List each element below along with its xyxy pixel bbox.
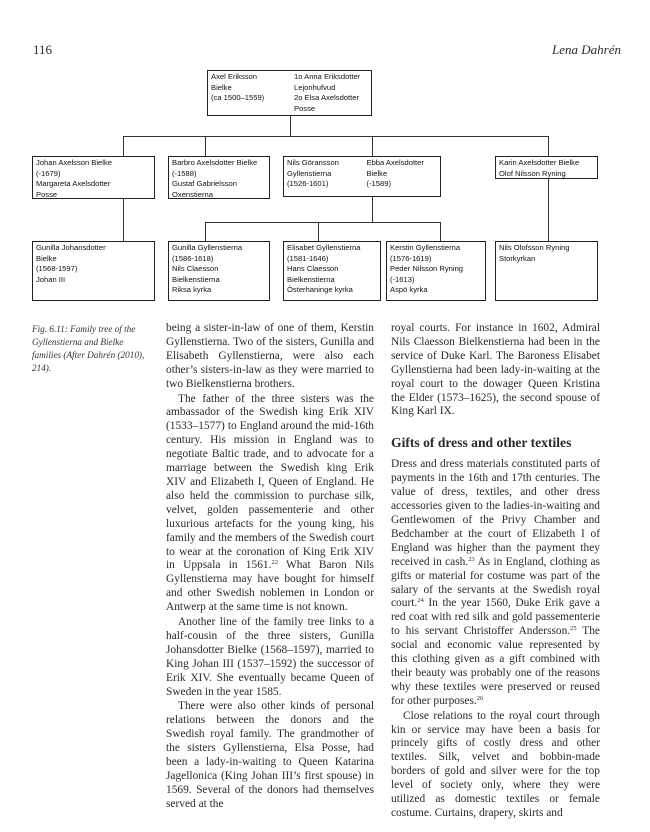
tree-line: Johan Axelsson Bielke [36,158,112,167]
tree-line: (1526-1601) [287,179,329,188]
tree-line: Axel Eriksson [211,72,258,81]
tree-connector [440,222,441,241]
tree-line: Gustaf Gabrielsson [172,179,237,188]
tree-connector [123,198,124,241]
tree-line: Johan III [36,274,66,284]
paragraph [166,393,374,616]
tree-connector [548,178,549,241]
tree-connector [205,136,206,156]
tree-connector [318,222,319,241]
tree-line: Barbro Axelsdotter Bielke [172,158,258,167]
tree-box-gunilla-johansdotter-bielke [32,241,155,301]
tree-line: Gyllenstierna [287,168,332,178]
tree-connector [205,222,206,241]
text-column-middle [166,322,374,812]
tree-line: Oxenstierna [172,189,213,199]
tree-line: Riksa kyrka [172,285,212,294]
tree-line: (-1613) [390,274,415,284]
tree-line: (1586-1618) [172,253,214,263]
footnote-ref: 24 [417,597,424,605]
tree-line: Peder Nilsson Ryning [390,264,464,273]
tree-line: Nils Claesson [172,264,219,273]
tree-line: Bielkenstierna [287,274,335,284]
footnote-ref: 25 [570,625,577,633]
paragraph: Close relations to the royal court through kin or service may have been a basis for princely gifts of costly dress and other textiles. Silk, velvet and bobbin-made borders of gold and silver were for the top level of society only, where they were utilized as domestic textiles or female costume. Curtains, drapery, skirts and [391,709,600,819]
tree-line: Gunilla Johansdotter [36,243,106,252]
paragraph-text: The social and economic value represented by this clothing given as a gift combined with their beauty was probably one of the reasons why these textiles were preserved or reused for other purposes. [391,625,600,707]
tree-box-nils-olofsson-ryning [495,241,598,301]
tree-line: Bielke [36,253,57,263]
paragraph: There were also other kinds of personal relations between the donors and the Swedish royal family. The grandmother of the sisters Gyllenstierna, Elsa Posse, had been a lady-in-waiting to Queen Katarina Jagellonica (King Johan III’s first spouse) in 1569. Several of the donors had themselves served at the [166,700,374,810]
tree-line: Hans Claesson [287,264,339,273]
tree-line: Nils Göransson [287,158,339,167]
tree-box-elisabet-gyllenstierna [283,241,381,301]
tree-connector [123,136,549,137]
tree-line: 1o Anna Eriksdotter [294,72,361,81]
tree-line: (1568-1597) [36,264,78,273]
tree-line: Bielkenstierna [172,274,220,284]
tree-box-nils-goransson-gyllenstierna [283,156,441,197]
tree-line: Aspö kyrka [390,285,428,294]
tree-line: Elisabet Gyllenstierna [287,243,361,252]
tree-line: Gunilla Gyllenstierna [172,243,243,252]
footnote-ref: 26 [476,694,484,702]
tree-line: (ca 1500–1559) [211,93,265,102]
paragraph: being a sister-in-law of one of them, Kerstin Gyllenstierna. Two of the sisters, Gunilla and Elisabeth Gyllenstierna, were also each other’s sisters-in-law as they were married to two Bielkenstierna brothers. [166,322,374,390]
tree-box-karin-axelsdotter-bielke [495,156,598,179]
family-tree-figure [0,0,650,310]
paragraph-text: In the year 1560, Duke Erik gave a red coat with red silk and gold passementerie to his servant Christoffer Andersson. [391,597,600,638]
paragraph: royal courts. For instance in 1602, Admiral Nils Claesson Bielkenstierna had been in the service of Duke Karl. The Baroness Elisabet Gyllenstierna had been lady-in-waiting at the royal court to the dowager Queen Kristina the Elder (1573–1625), the second spouse of King Karl IX. [391,322,600,418]
paragraph [391,458,600,708]
tree-line: Karin Axelsdotter Bielke [499,158,580,167]
tree-connector [290,116,291,136]
page-number: 116 [33,42,53,57]
tree-box-axel-eriksson-bielke [207,70,372,116]
tree-line: Lejonhufvud [294,82,336,92]
tree-line: (1581-1646) [287,253,329,263]
tree-line: (-1679) [36,168,61,178]
tree-connector [205,222,441,223]
paragraph-text: As in England, clothing as gifts or material for costume was part of the salary of the servants at the Swedish royal court. [391,555,600,610]
tree-box-barbro-axelsdotter-bielke [168,156,270,199]
tree-line: Kerstin Gyllenstierna [390,243,461,252]
tree-line: Margareta Axelsdotter [36,179,111,188]
tree-connector [372,136,373,156]
tree-line: Bielke [366,168,388,178]
paragraph-text: What Baron Nils Gyllenstierna may have bought for himself and other Swedish noblemen in London or Antwerp at the same time is not known. [166,559,374,614]
paragraph-text: The father of the three sisters was the ambassador of the Swedish king Erik XIV (1533–1577) to England around the mid-16th century. His mission in England was to negotiate Baltic trade, and to advocate for a marriage between the Swedish king Erik XIV and Elizabeth I, Queen of England. He also held the commission to purchase silk, velvet, golden passementerie and other luxurious artefacts for the young king, his family and the members of the Swedish court to wear at the coronation of King Erik XIV in Uppsala in 1561. [166,392,374,572]
tree-connector [123,136,124,156]
tree-line: Österhaninge kyrka [287,285,353,294]
footnote-ref: 23 [468,555,475,563]
running-head-author: Lena Dahrén [552,42,621,57]
paragraph: Another line of the family tree links to a half-cousin of the three sisters, Gunilla Johansdotter Bielke (1568–1597), married to King Johan III (1537–1592) the successor of Erik XIV. She eventually became Queen of Sweden in the year 1585. [166,616,374,698]
paragraph-text: Dress and dress materials constituted parts of payments in the 16th and 17th centuries. The value of dress, textiles, and other dress accessories given to the ladies-in-waiting and Gentlewomen of the Privy Chamber and Bedchamber at the court of Elizabeth I of England was higher than the payment they received in cash. [391,458,600,568]
tree-connector [372,196,373,222]
tree-line: Posse [294,103,316,113]
section-heading: Gifts of dress and other textiles [391,435,572,451]
tree-box-gunilla-gyllenstierna [168,241,270,301]
tree-line: Ebba Axelsdotter [366,158,424,167]
tree-line: 2o Elsa Axelsdotter [294,93,360,102]
tree-connector [548,136,549,156]
tree-box-kerstin-gyllenstierna [386,241,486,301]
tree-line: (-1589) [366,179,391,188]
tree-line: (1576-1619) [390,253,432,263]
text-column-right [391,322,600,821]
tree-box-johan-axelsson-bielke [32,156,155,199]
tree-line: Posse [36,189,58,199]
footnote-ref: 22 [271,559,278,567]
figure-caption: Fig. 6.11: Family tree of the Gyllenstierna and Bielke families (After Dahrén (2010), 214). [32,324,145,373]
tree-line: Nils Olofsson Ryning [499,243,570,252]
tree-line: Bielke [211,82,232,92]
tree-line: Storkyrkan [499,253,536,263]
tree-line: Olof Nilsson Ryning [499,168,566,178]
tree-line: (-1588) [172,168,197,178]
